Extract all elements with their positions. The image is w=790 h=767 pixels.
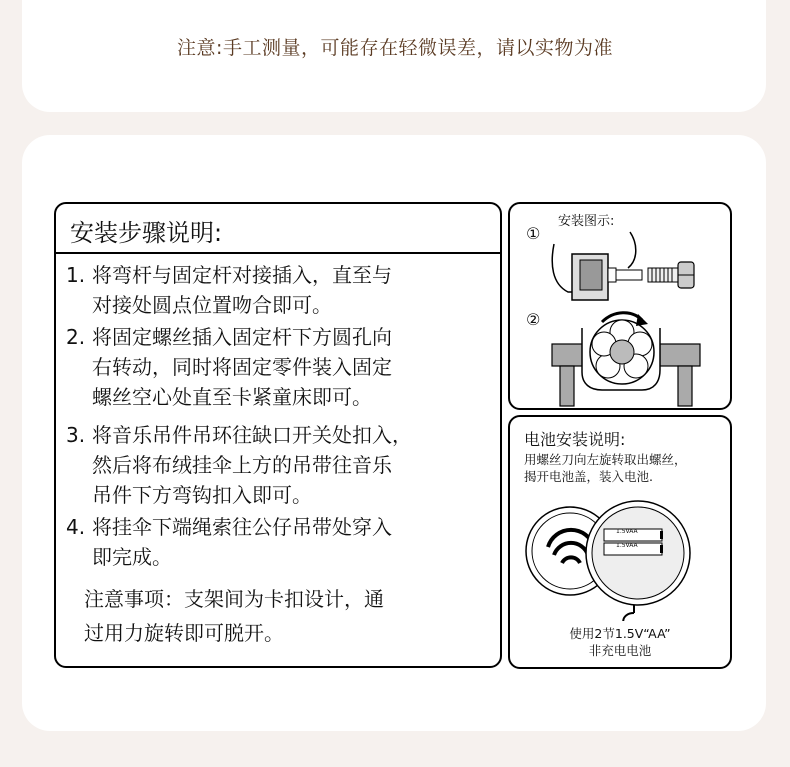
battery-description: 用螺丝刀向左旋转取出螺丝， 揭开电池盖，装入电池. — [524, 452, 687, 484]
music-box-icon — [586, 501, 690, 621]
caution-note: 注意事项：支架间为卡扣设计，通 过用力旋转即可脱开。 — [84, 587, 384, 645]
step-text: 将固定螺丝插入固定杆下方圆孔向 右转动，同时将固定零件装入固定 螺丝空心处直至卡紧童床即可。 — [92, 325, 392, 409]
battery-figure-panel — [508, 415, 732, 669]
install-figure-title: 安装图示: — [558, 214, 615, 229]
battery-label-2: 1.5VAA — [616, 542, 638, 549]
step-2-marker: ② — [526, 310, 541, 329]
step-number: 1. — [66, 263, 86, 287]
install-figure-panel — [508, 202, 732, 410]
step-text: 将弯杆与固定杆对接插入，直至与 对接处圆点位置吻合即可。 — [92, 263, 392, 317]
step-number: 3. — [66, 423, 86, 447]
step-number: 2. — [66, 325, 86, 349]
knob-icon — [590, 320, 654, 384]
step-4 — [66, 512, 496, 572]
measurement-note: 注意:手工测量，可能存在轻微误差，请以实物为准 — [177, 37, 613, 59]
step-text: 将音乐吊件吊环往缺口开关处扣入， 然后将布绒挂伞上方的吊带往音乐 吊件下方弯钩扣入即可。 — [92, 423, 412, 507]
instructions-title: 安装步骤说明: — [70, 219, 223, 247]
battery-title: 电池安装说明: — [524, 430, 626, 449]
step-text: 将挂伞下端绳索往公仔吊带处穿入 即完成。 — [92, 515, 392, 569]
install-illustration — [510, 204, 730, 408]
step-number: 4. — [66, 515, 86, 539]
instructions-panel — [54, 202, 502, 668]
instructions-header — [56, 204, 500, 254]
battery-caption: 使用2节1.5V“AA” 非充电电池 — [569, 626, 671, 658]
step-1 — [66, 260, 496, 320]
step-2 — [66, 322, 496, 412]
hook-icon — [623, 613, 634, 621]
battery-illustration — [510, 417, 730, 621]
step-1-marker: ① — [526, 224, 541, 243]
battery-label-1: 1.5VAA — [616, 528, 638, 535]
step-3 — [66, 420, 496, 510]
screw-icon — [648, 262, 694, 288]
